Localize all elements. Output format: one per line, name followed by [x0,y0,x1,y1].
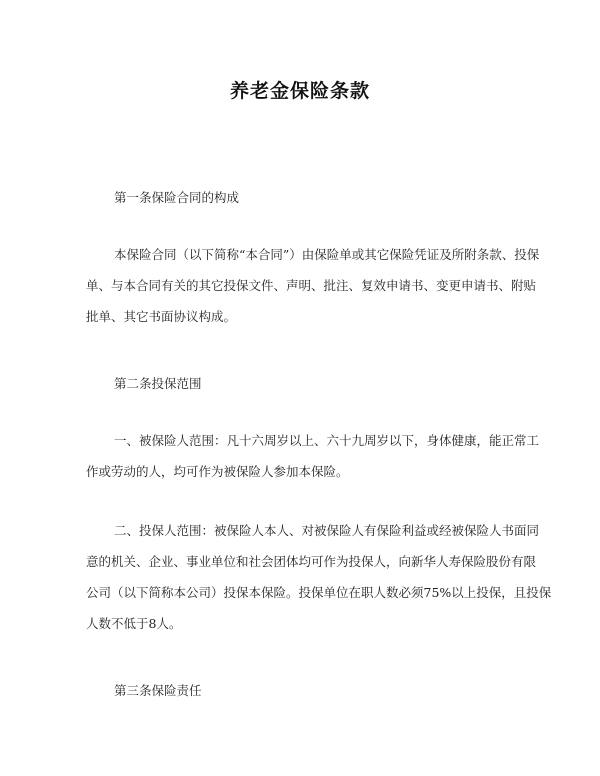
paragraph-line: 作或劳动的人，均可作为被保险人参加本保险。 [86,464,349,479]
section-1-paragraph [86,239,540,332]
paragraph-line: 公司（以下简称本公司）投保本保险。投保单位在职人数必须75%以上投保，且投保 [86,585,552,600]
paragraph-line: 人数不低于8人。 [86,616,182,631]
document-title: 养老金保险条款 [229,80,370,102]
paragraph-line: 批单、其它书面协议构成。 [86,309,237,324]
paragraph-line: 本保险合同（以下简称“本合同”）由保险单或其它保险凭证及所附条款、投保 [114,247,540,262]
section-2-paragraph-1 [86,425,540,487]
section-2-paragraph-2 [86,515,552,639]
paragraph-line: 二、投保人范围：被保险人本人、对被保险人有保险利益或经被保险人书面同 [114,523,540,538]
section-heading-2: 第二条投保范围 [114,376,202,391]
paragraph-line: 意的机关、企业、事业单位和社会团体均可作为投保人，向新华人寿保险股份有限 [86,554,537,569]
section-heading-3: 第三条保险责任 [114,683,202,698]
section-heading-1: 第一条保险合同的构成 [114,190,240,205]
paragraph-line: 单、与本合同有关的其它投保文件、声明、批注、复效申请书、变更申请书、附贴 [86,278,537,293]
paragraph-line: 一、被保险人范围：凡十六周岁以上、六十九周岁以下，身体健康，能正常工 [114,433,540,448]
